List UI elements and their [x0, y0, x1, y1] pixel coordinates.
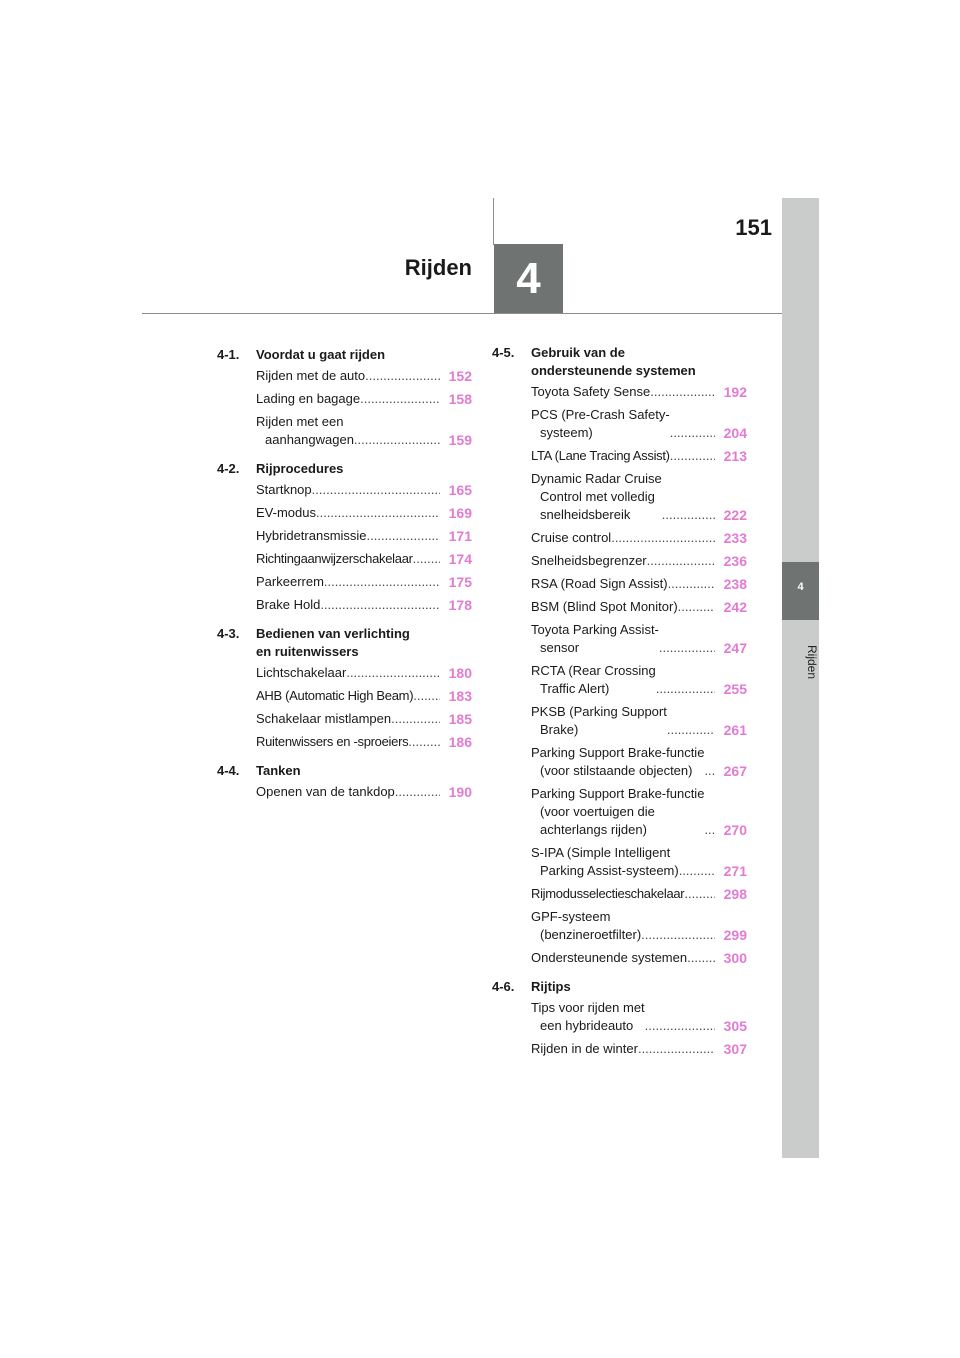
toc-entry-label: Richtingaanwijzerschakelaar [256, 551, 413, 566]
toc-entry-page[interactable]: 300 [723, 950, 747, 966]
toc-entry-page[interactable]: 190 [448, 784, 472, 800]
toc-entry-page[interactable]: 178 [448, 597, 472, 613]
toc-section-number: 4-6. [492, 979, 515, 994]
toc-entry-page[interactable]: 222 [723, 507, 747, 523]
toc-entry[interactable] [256, 596, 472, 614]
toc-leader-dots [320, 596, 440, 614]
toc-entry[interactable] [256, 527, 472, 545]
toc-entry-page[interactable]: 174 [448, 551, 472, 567]
toc-entry[interactable] [256, 687, 472, 705]
toc-section-title: Tanken [256, 763, 301, 778]
toc-entry[interactable] [531, 529, 747, 547]
toc-leader-dots [611, 529, 715, 547]
toc-entry-page[interactable]: 192 [723, 384, 747, 400]
toc-section-heading[interactable] [217, 762, 472, 780]
toc-section-heading[interactable] [217, 346, 472, 364]
toc-section-title: Bedienen van verlichting en ruitenwissers [256, 626, 410, 659]
toc-entry[interactable] [256, 783, 472, 801]
toc-left-column [217, 346, 472, 806]
toc-entry-label: AHB (Automatic High Beam) [256, 688, 414, 703]
chapter-number-box: 4 [494, 244, 563, 314]
toc-leader-dots [367, 527, 440, 545]
toc-entry-label: Parking Support Brake-functie (voor stilstaande objecten) [531, 745, 705, 778]
toc-leader-dots [641, 926, 715, 944]
toc-leader-dots [413, 687, 440, 705]
toc-leader-dots [662, 506, 715, 524]
toc-leader-dots [670, 424, 715, 442]
toc-entry[interactable] [256, 367, 472, 385]
toc-entry-page[interactable]: 307 [723, 1041, 747, 1057]
toc-leader-dots [413, 550, 440, 568]
toc-leader-dots [316, 504, 440, 522]
toc-entry-label: Toyota Parking Assist- sensor [531, 622, 659, 655]
side-tab-number: 4 [797, 581, 804, 593]
toc-section-title: Rijtips [531, 979, 571, 994]
toc-leader-dots [679, 862, 715, 880]
toc-entry[interactable] [256, 390, 472, 408]
toc-entry[interactable] [256, 733, 472, 751]
toc-leader-dots [659, 639, 715, 657]
toc-entry-label: Cruise control [531, 530, 612, 545]
toc-entry[interactable] [256, 481, 472, 499]
toc-leader-dots [354, 431, 440, 449]
toc-leader-dots [638, 1040, 715, 1058]
toc-leader-dots [656, 680, 715, 698]
chapter-title: Rijden [404, 255, 472, 280]
toc-entry-page[interactable]: 267 [723, 763, 747, 779]
toc-entry[interactable] [531, 908, 747, 944]
toc-leader-dots [670, 447, 715, 465]
toc-entry-page[interactable]: 299 [723, 927, 747, 943]
toc-entry-page[interactable]: 261 [723, 722, 747, 738]
toc-section-number: 4-4. [217, 763, 240, 778]
toc-leader-dots [360, 390, 440, 408]
toc-entry-page[interactable]: 238 [723, 576, 747, 592]
toc-entry[interactable] [531, 1040, 747, 1058]
toc-entry-page[interactable]: 180 [448, 665, 472, 681]
toc-entry-label: LTA (Lane Tracing Assist) [531, 448, 670, 463]
toc-entry-page[interactable]: 152 [448, 368, 472, 384]
toc-entry[interactable] [531, 999, 747, 1035]
toc-entry-label: GPF-systeem (benzineroetfilter) [531, 909, 642, 942]
toc-leader-dots [346, 664, 440, 682]
toc-leader-dots [667, 721, 715, 739]
toc-section-number: 4-1. [217, 347, 240, 362]
toc-entry[interactable] [531, 885, 747, 903]
toc-entry-page[interactable]: 185 [448, 711, 472, 727]
toc-leader-dots [645, 1017, 715, 1035]
toc-section [492, 344, 747, 967]
toc-section-title: Voordat u gaat rijden [256, 347, 386, 362]
toc-section-number: 4-5. [492, 345, 515, 360]
toc-leader-dots [408, 733, 440, 751]
header-divider-horizontal [142, 313, 782, 314]
toc-entry-label: Rijden met de auto [256, 368, 366, 383]
toc-entry-page[interactable]: 165 [448, 482, 472, 498]
toc-leader-dots [312, 481, 440, 499]
toc-entry[interactable] [531, 598, 747, 616]
toc-section [217, 460, 472, 614]
toc-leader-dots [365, 367, 440, 385]
header-divider-vertical [493, 198, 494, 245]
toc-entry-label: Dynamic Radar Cruise Control met volledig snelheidsbereik [531, 471, 662, 522]
toc-entry-page[interactable]: 236 [723, 553, 747, 569]
toc-entry[interactable] [256, 710, 472, 728]
toc-entry-label: Ondersteunende systemen [531, 950, 688, 965]
toc-entry-label: Rijden in de winter [531, 1041, 638, 1056]
toc-leader-dots [704, 762, 715, 780]
toc-leader-dots [668, 575, 715, 593]
toc-section-heading[interactable] [492, 978, 747, 996]
toc-leader-dots [704, 821, 715, 839]
toc-entry[interactable] [531, 621, 747, 657]
toc-section-title: Rijprocedures [256, 461, 344, 476]
toc-entry-label: Parkeerrem [256, 574, 324, 589]
toc-entry-label: BSM (Blind Spot Monitor) [531, 599, 678, 614]
toc-entry[interactable] [256, 573, 472, 591]
toc-entry-label: Startknop [256, 482, 312, 497]
toc-section-title: Gebruik van de ondersteunende systemen [531, 345, 696, 378]
toc-section-heading[interactable] [492, 344, 747, 380]
toc-section [217, 346, 472, 449]
toc-entry[interactable] [531, 470, 747, 524]
toc-entry-label: Brake Hold [256, 597, 321, 612]
side-tab-label: Rijden [805, 644, 819, 680]
toc-entry-label: Lichtschakelaar [256, 665, 347, 680]
toc-entry[interactable] [531, 383, 747, 401]
toc-entry[interactable] [531, 703, 747, 739]
toc-entry-label: Rijden met een aanhangwagen [256, 414, 354, 447]
toc-right-column [492, 344, 747, 1063]
toc-entry[interactable] [531, 949, 747, 967]
toc-entry-page[interactable]: 271 [723, 863, 747, 879]
toc-leader-dots [684, 885, 715, 903]
toc-entry[interactable] [531, 785, 747, 839]
toc-entry-page[interactable]: 270 [723, 822, 747, 838]
toc-leader-dots [324, 573, 440, 591]
toc-entry[interactable] [531, 844, 747, 880]
toc-entry-label: EV-modus [256, 505, 316, 520]
toc-entry-page[interactable]: 171 [448, 528, 472, 544]
toc-entry-label: Openen van de tankdop [256, 784, 395, 799]
toc-entry[interactable] [531, 744, 747, 780]
toc-section [217, 625, 472, 751]
toc-entry[interactable] [256, 550, 472, 568]
toc-entry-page[interactable]: 305 [723, 1018, 747, 1034]
toc-entry[interactable] [531, 447, 747, 465]
toc-entry-page[interactable]: 183 [448, 688, 472, 704]
toc-entry-page[interactable]: 247 [723, 640, 747, 656]
toc-section-heading[interactable] [217, 625, 472, 661]
toc-entry-page[interactable]: 298 [723, 886, 747, 902]
toc-entry-page[interactable]: 233 [723, 530, 747, 546]
toc-entry-label: Hybridetransmissie [256, 528, 367, 543]
toc-leader-dots [395, 783, 440, 801]
toc-section [217, 762, 472, 801]
toc-entry-page[interactable]: 255 [723, 681, 747, 697]
toc-entry-page[interactable]: 169 [448, 505, 472, 521]
toc-entry[interactable] [256, 504, 472, 522]
toc-entry-page[interactable]: 186 [448, 734, 472, 750]
toc-section-number: 4-2. [217, 461, 240, 476]
toc-entry-label: S-IPA (Simple Intelligent Parking Assist-systeem) [531, 845, 679, 878]
toc-leader-dots [647, 552, 715, 570]
toc-section-number: 4-3. [217, 626, 240, 641]
toc-entry-label: Rijmodusselectieschakelaar [531, 886, 685, 901]
toc-entry-page[interactable]: 213 [723, 448, 747, 464]
toc-entry-label: Snelheidsbegrenzer [531, 553, 647, 568]
toc-entry-page[interactable]: 242 [723, 599, 747, 615]
toc-section-heading[interactable] [217, 460, 472, 478]
toc-entry-label: Toyota Safety Sense [531, 384, 651, 399]
toc-entry-label: Ruitenwissers en -sproeiers [256, 734, 409, 749]
toc-section [492, 978, 747, 1058]
toc-leader-dots [650, 383, 715, 401]
toc-entry-page[interactable]: 204 [723, 425, 747, 441]
toc-entry-page[interactable]: 158 [448, 391, 472, 407]
toc-entry-label: PCS (Pre-Crash Safety- systeem) [531, 407, 670, 440]
toc-entry-page[interactable]: 159 [448, 432, 472, 448]
toc-entry[interactable] [531, 406, 747, 442]
toc-entry[interactable] [256, 664, 472, 682]
toc-leader-dots [687, 949, 715, 967]
page-number: 151 [735, 215, 772, 240]
toc-entry-label: PKSB (Parking Support Brake) [531, 704, 667, 737]
toc-entry-page[interactable]: 175 [448, 574, 472, 590]
toc-entry-label: Parking Support Brake-functie (voor voertuigen die achterlangs rijden) [531, 786, 705, 837]
toc-entry-label: Lading en bagage [256, 391, 361, 406]
toc-entry[interactable] [531, 575, 747, 593]
toc-entry[interactable] [531, 662, 747, 698]
toc-leader-dots [678, 598, 715, 616]
toc-entry[interactable] [531, 552, 747, 570]
toc-entry[interactable] [256, 413, 472, 449]
toc-leader-dots [391, 710, 440, 728]
toc-entry-label: RSA (Road Sign Assist) [531, 576, 668, 591]
toc-entry-label: Tips voor rijden met een hybrideauto [531, 1000, 645, 1033]
toc-entry-label: Schakelaar mistlampen [256, 711, 392, 726]
toc-entry-label: RCTA (Rear Crossing Traffic Alert) [531, 663, 656, 696]
